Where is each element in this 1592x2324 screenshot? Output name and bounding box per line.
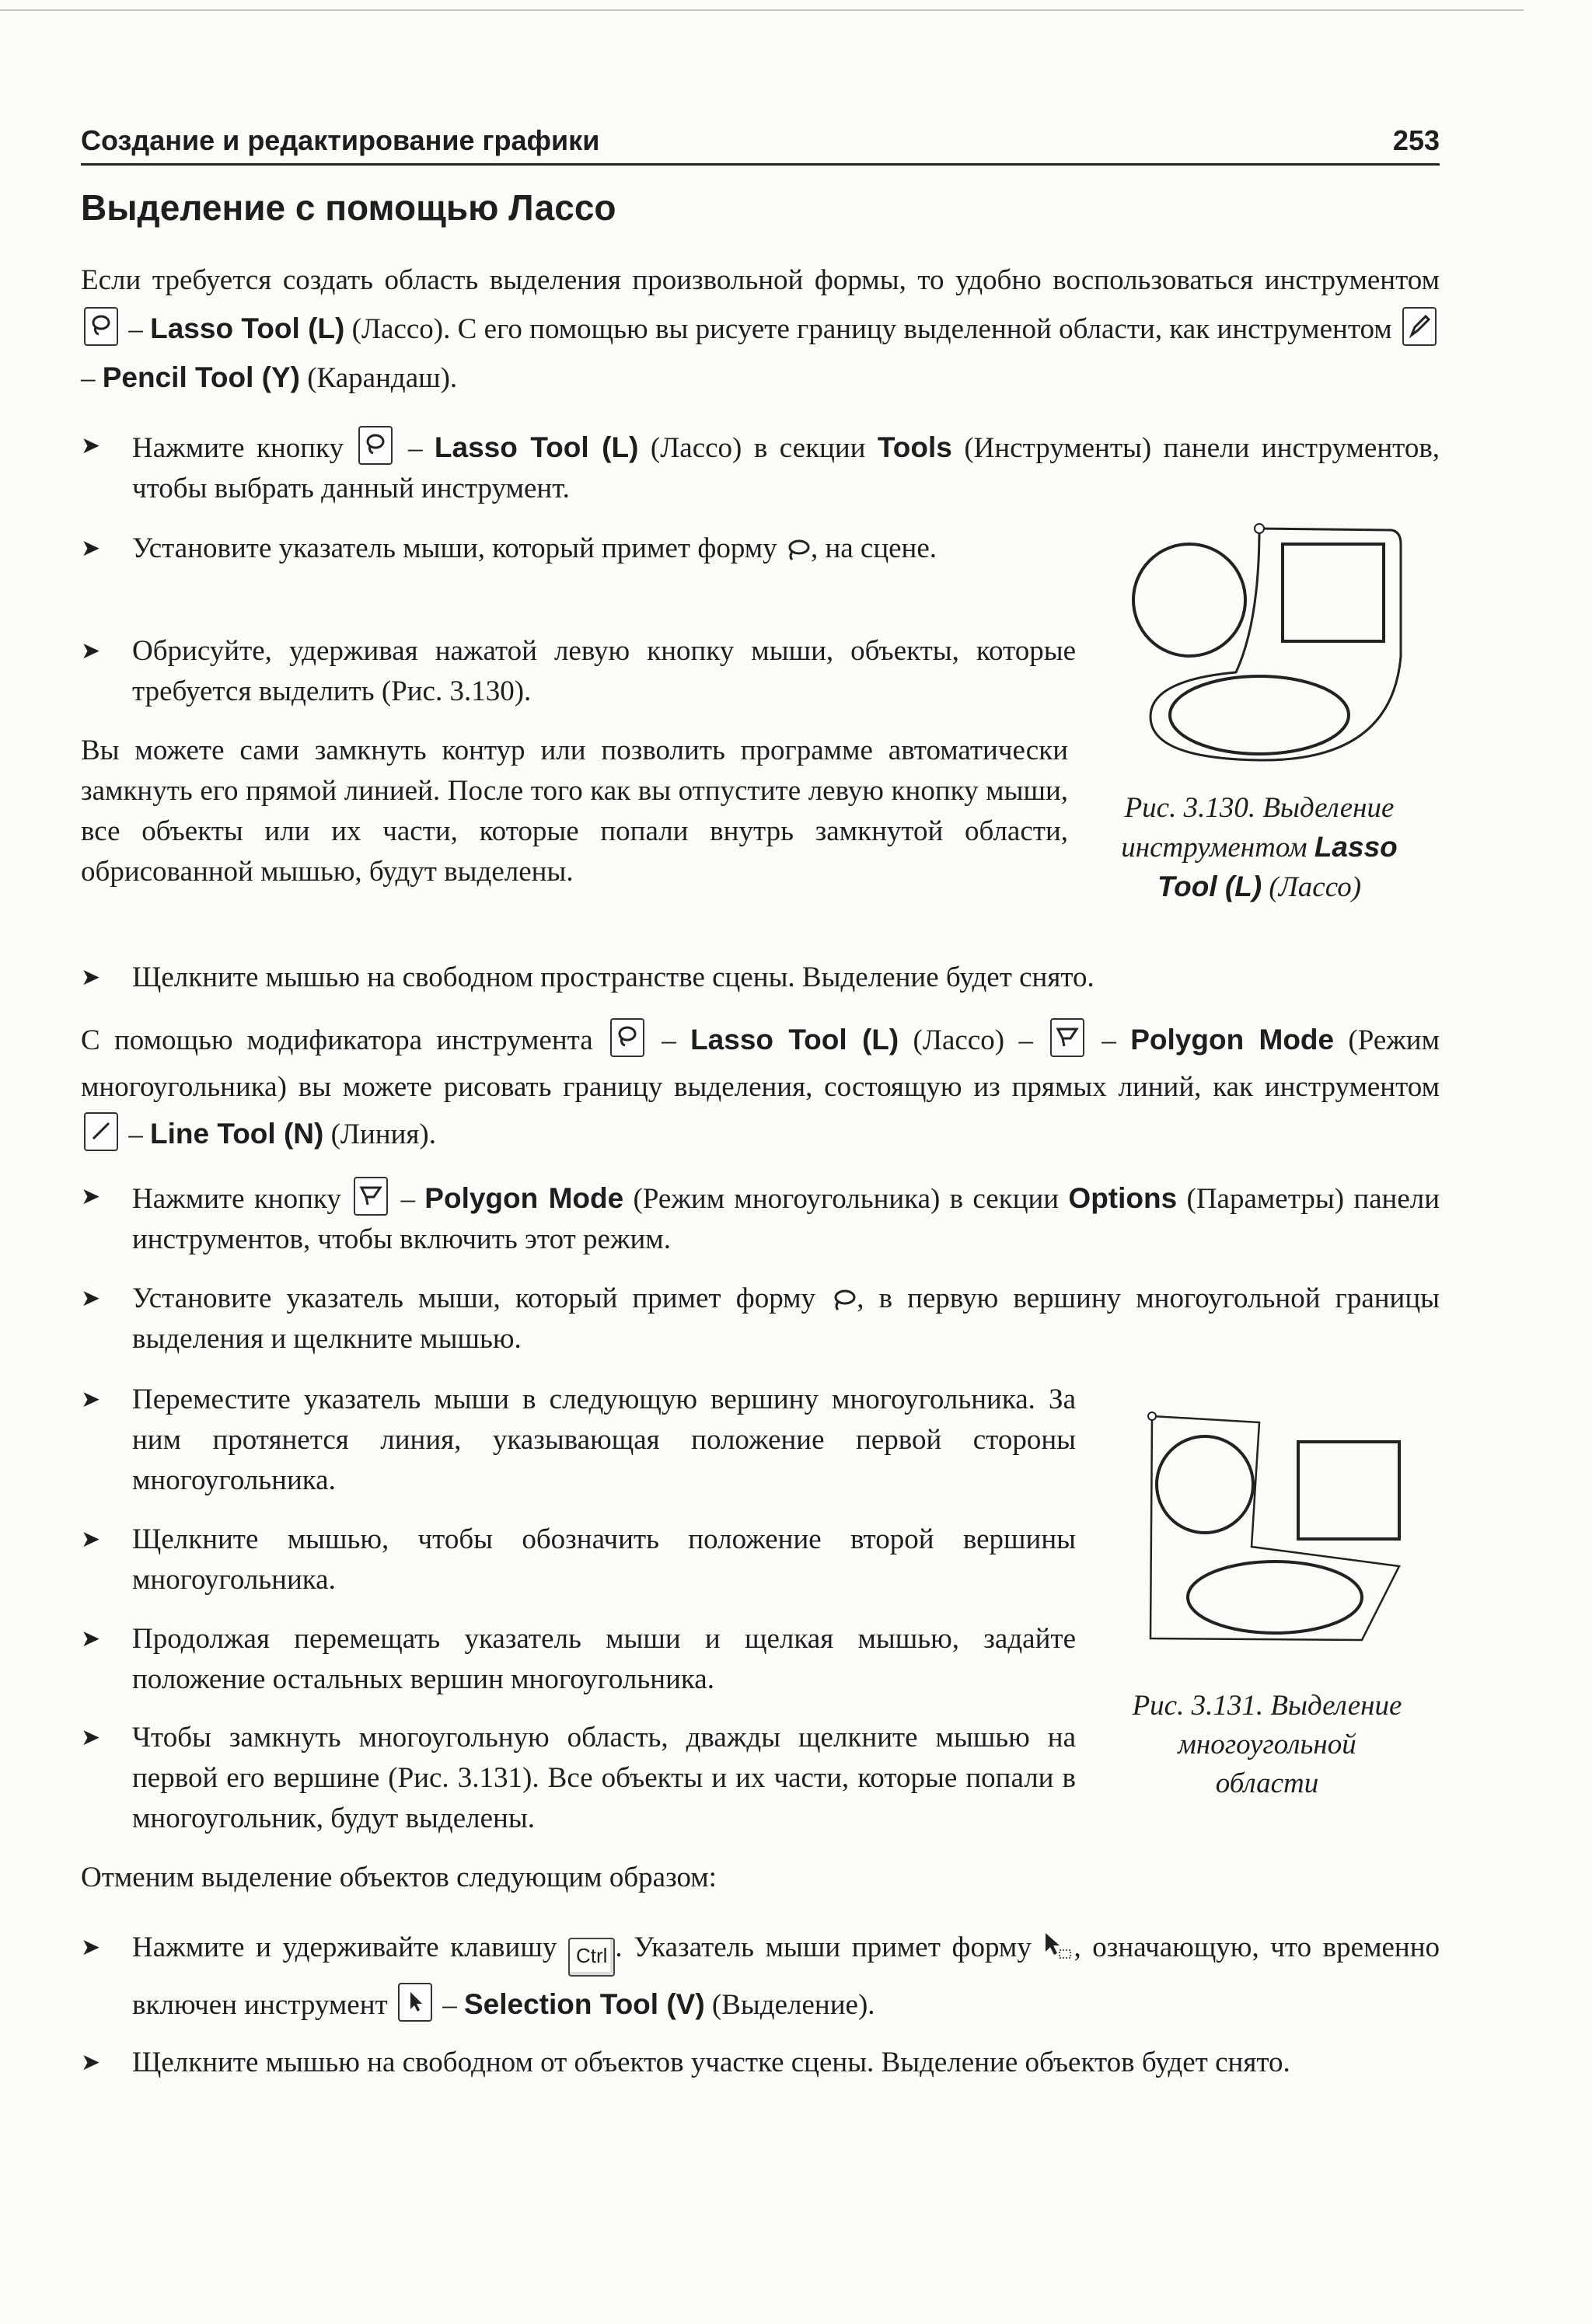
caption-line: многоугольной <box>1178 1729 1356 1760</box>
caption-line: инструментом <box>1121 832 1307 864</box>
intro-paragraph: Если требуется создать область выделения произвольной формы, то удобно воспользоваться инструментом – Lasso Tool (L) (Лассо). С его помощью вы рисуете границу выделенной области, как инструментом – Pencil Tool (Y) (Карандаш). <box>81 264 1440 394</box>
step-text: Щелкните мышью на свободном пространстве сцены. Выделение будет снято. <box>132 961 1094 993</box>
section-title: Выделение с помощью Лассо <box>81 187 616 228</box>
para-text: (Режим многоугольника) вы можете рисовать границу выделения, состоящую из прямых линий, как инструментом <box>81 1024 1440 1103</box>
para-close-contour: Вы можете сами замкнуть контур или позволить программе автоматически замкнуть его прямой линией. После того как вы отпустите левую кнопку мыши, все объекты или их части, которые попали внутрь замкнутой области, обрисованной мышью, будут выделены. <box>81 735 1068 888</box>
step-text: Щелкните мышью, чтобы обозначить положение второй вершины многоугольника. <box>132 1523 1076 1596</box>
step-text: . Указатель мыши примет форму <box>615 1931 1032 1963</box>
para-text: (Линия). <box>330 1118 436 1150</box>
arrow-cursor-icon <box>1042 1931 1074 1959</box>
bullet-arrow-icon: ➤ <box>81 1626 101 1652</box>
step-text: Установите указатель мыши, который примет форму <box>132 1282 816 1314</box>
step-text: (Лассо) в секции <box>650 432 866 464</box>
bullet-arrow-icon: ➤ <box>81 1184 101 1209</box>
figure-3-131 <box>1135 1407 1415 1656</box>
running-header-title: Создание и редактирование графики <box>81 124 600 156</box>
lasso-cursor-icon <box>830 1289 857 1312</box>
figure-3-130-caption <box>1081 789 1438 907</box>
caption-line: Рис. 3.130. Выделение <box>1124 792 1395 824</box>
figure-3-130 <box>1119 513 1415 769</box>
lasso-cursor-icon <box>784 539 811 562</box>
lasso-tool-label: Lasso Tool (L) <box>150 312 345 344</box>
options-label: Options <box>1068 1182 1178 1214</box>
step-text: Установите указатель мыши, который примет форму <box>132 532 777 564</box>
caption-line: Рис. 3.131. Выделение <box>1132 1690 1402 1722</box>
bullet-arrow-icon: ➤ <box>81 2050 101 2075</box>
bullet-arrow-icon: ➤ <box>81 1725 101 1750</box>
para-text: С помощью модификатора инструмента <box>81 1024 593 1056</box>
step-text: Обрисуйте, удерживая нажатой левую кнопку мыши, объекты, которые требуется выделить (Рис. 3.130). <box>132 635 1076 707</box>
bullet-arrow-icon: ➤ <box>81 536 101 561</box>
caption-tool: Tool (L) <box>1157 871 1262 902</box>
ctrl-key: Ctrl <box>568 1938 615 1977</box>
bullet-arrow-icon: ➤ <box>81 1935 101 1960</box>
scan-top-rule <box>0 9 1524 11</box>
intro-text-2: (Лассо). С его помощью вы рисуете границу выделенной области, как инструментом <box>351 313 1392 345</box>
lasso-tool-label: Lasso Tool (L) <box>434 431 639 463</box>
step-text: (Выделение). <box>711 1989 875 2021</box>
polygon-mode-label: Polygon Mode <box>424 1182 624 1214</box>
step-text: (Параметры) панели инструментов, чтобы включить этот режим. <box>132 1183 1440 1255</box>
step-text: , на сцене. <box>810 532 937 564</box>
polygon-mode-label: Polygon Mode <box>1130 1024 1335 1056</box>
selection-tool-label: Selection Tool (V) <box>463 1988 705 2020</box>
running-header <box>81 124 1440 166</box>
step-text: Нажмите кнопку <box>132 1183 341 1215</box>
page-number: 253 <box>1392 124 1440 156</box>
step-text: Переместите указатель мыши в следующую вершину многоугольника. За ним протянется линия, указывающая положение первой стороны многоугольника. <box>132 1384 1076 1496</box>
bullet-arrow-icon: ➤ <box>81 1286 101 1311</box>
step-text: (Режим многоугольника) в секции <box>633 1183 1060 1215</box>
deselect-intro-paragraph: Отменим выделение объектов следующим образом: <box>81 1862 717 1893</box>
intro-text-3: (Карандаш). <box>307 362 458 394</box>
lasso-icon <box>358 426 393 465</box>
lasso-tool-label: Lasso Tool (L) <box>690 1024 899 1056</box>
polygon-lasso-icon <box>1050 1018 1084 1057</box>
step-text: (Инструменты) панели инструментов, чтобы выбрать данный инструмент. <box>132 432 1440 504</box>
bullet-arrow-icon: ➤ <box>81 1527 101 1552</box>
caption-lasso: Lasso <box>1314 831 1398 863</box>
tools-label: Tools <box>877 431 952 463</box>
line-icon <box>84 1112 118 1151</box>
step-text: , означающую, что временно включен инструмент <box>132 1931 1440 2021</box>
polygon-lasso-icon <box>354 1177 388 1216</box>
caption-line: области <box>1215 1767 1319 1799</box>
lasso-icon <box>84 307 118 346</box>
figure-3-131-caption <box>1096 1687 1438 1803</box>
lasso-icon <box>610 1018 644 1057</box>
step-text: , в первую вершину многоугольной границы выделения и щелкните мышью. <box>132 1282 1440 1355</box>
caption-line: (Лассо) <box>1269 871 1362 903</box>
bullet-arrow-icon: ➤ <box>81 433 101 459</box>
bullet-arrow-icon: ➤ <box>81 1387 101 1412</box>
intro-text-1: Если требуется создать область выделения произвольной формы, то удобно воспользоваться инструментом <box>81 264 1440 296</box>
polygon-mode-paragraph: С помощью модификатора инструмента – Lasso Tool (L) (Лассо) – – Polygon Mode (Режим многоугольника) вы можете рисовать границу выделения, состоящую из прямых линий, как инструментом – Line Tool (N) (Линия). <box>81 1017 1440 1158</box>
step-text: Чтобы замкнуть многоугольную область, дважды щелкните мышью на первой его вершине (Рис. 3.131). Все объекты и их части, которые попали в многоугольник, будут выделены. <box>132 1722 1076 1834</box>
bullet-arrow-icon: ➤ <box>81 965 101 990</box>
pencil-tool-label: Pencil Tool (Y) <box>102 361 300 393</box>
line-tool-label: Line Tool (N) <box>150 1118 324 1150</box>
pencil-icon <box>1402 307 1437 346</box>
step-text: Нажмите и удерживайте клавишу <box>132 1931 557 1963</box>
bullet-arrow-icon: ➤ <box>81 638 101 664</box>
step-text: Щелкните мышью на свободном от объектов участке сцены. Выделение объектов будет снято. <box>132 2047 1290 2078</box>
selection-arrow-icon <box>398 1983 432 2022</box>
step-text: Нажмите кнопку <box>132 432 344 464</box>
step-text: Продолжая перемещать указатель мыши и щелкая мышью, задайте положение остальных вершин многоугольника. <box>132 1623 1076 1695</box>
para-text: (Лассо) – <box>913 1024 1033 1056</box>
